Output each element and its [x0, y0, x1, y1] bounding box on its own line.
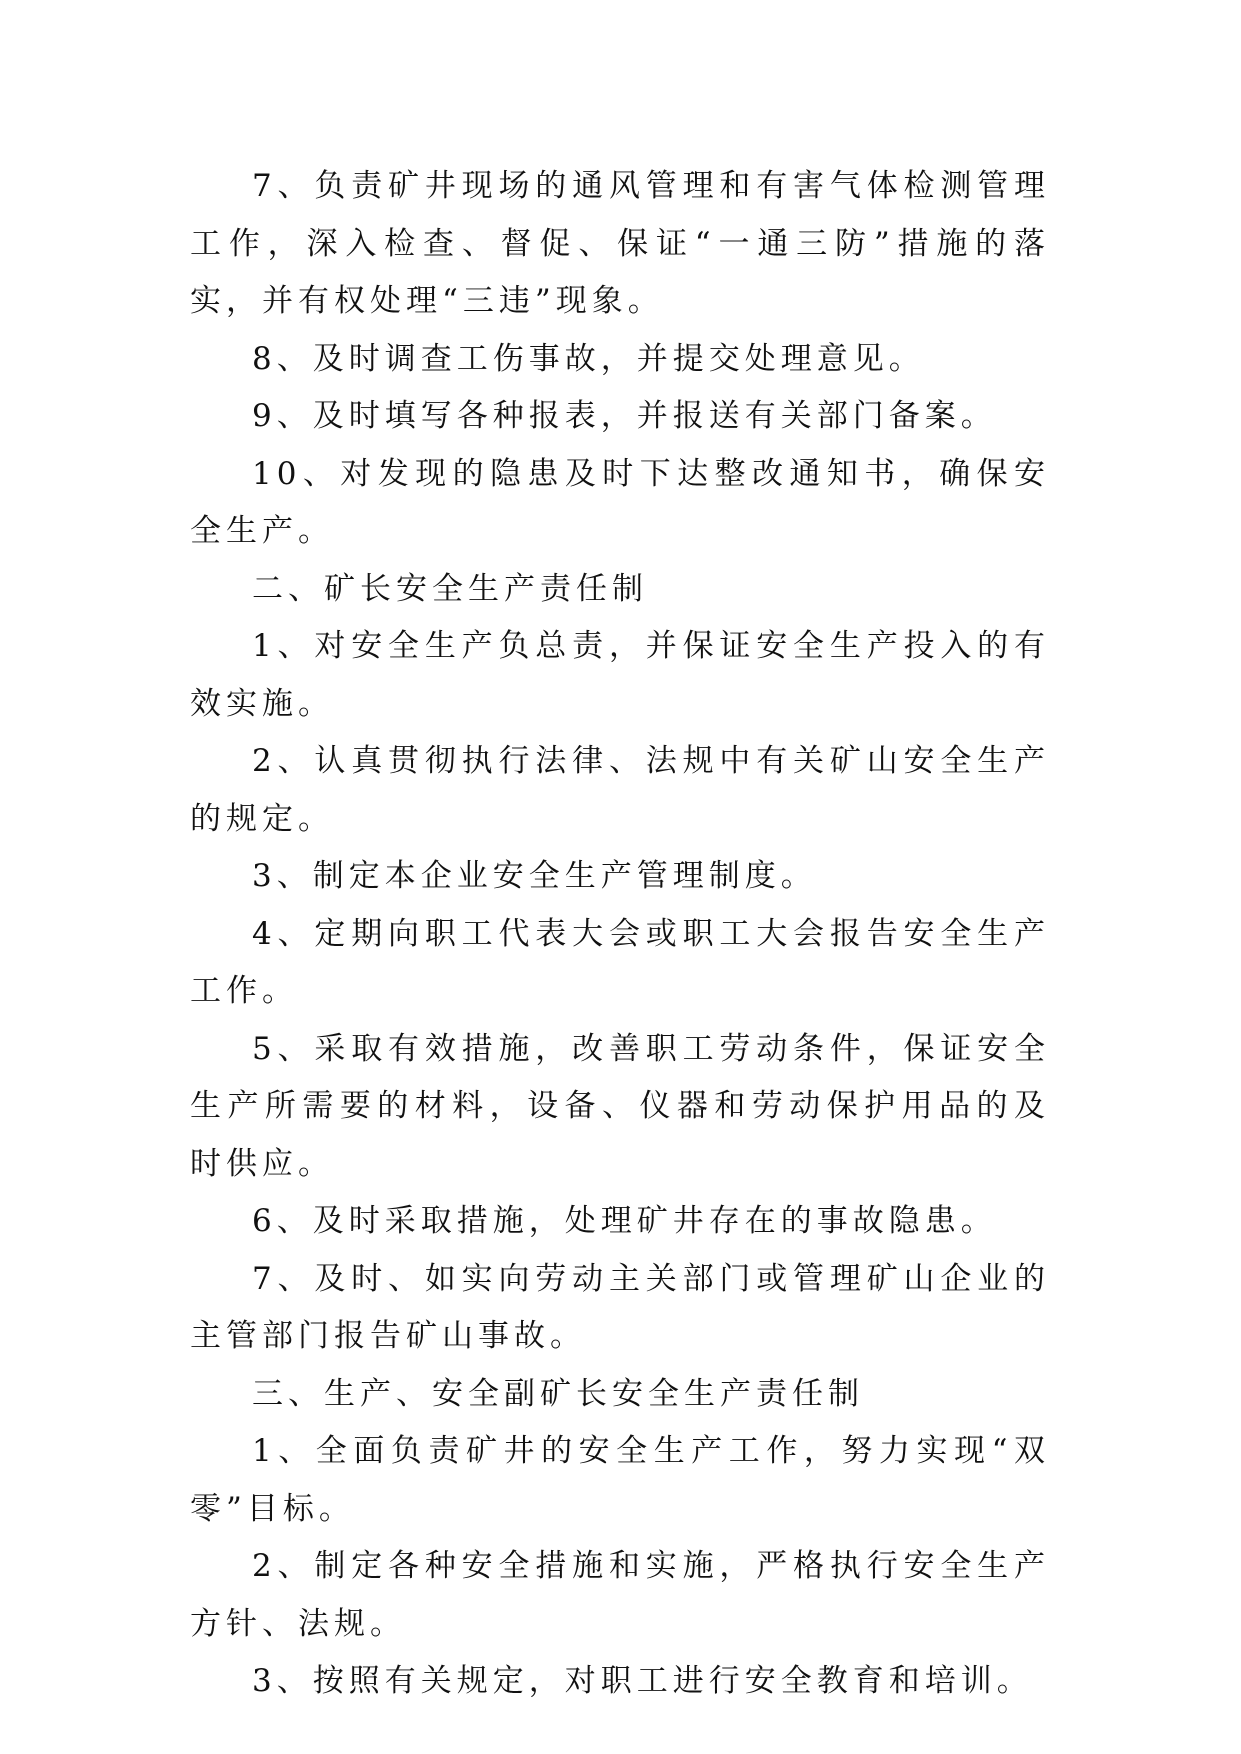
paragraph-director-item-2: 2、认真贯彻执行法律、法规中有关矿山安全生产的规定。: [190, 743, 1050, 837]
paragraph-item-9-reports: 9、及时填写各种报表，并报送有关部门备案。: [252, 398, 997, 434]
paragraph-item-7-ventilation: 7、负责矿井现场的通风管理和有害气体检测管理工作，深入检查、督促、保证“一通三防”措施的落实，并有权处理“三违”现象。: [190, 168, 1050, 319]
section-heading-deputy-director: 三、生产、安全副矿长安全生产责任制: [252, 1375, 864, 1412]
paragraph-director-item-7: 7、及时、如实向劳动主关部门或管理矿山企业的主管部门报告矿山事故。: [190, 1260, 1050, 1354]
document-body: [190, 158, 1050, 1711]
paragraph-director-item-4: 4、定期向职工代表大会或职工大会报告安全生产工作。: [190, 915, 1050, 1009]
paragraph-director-item-3: 3、制定本企业安全生产管理制度。: [252, 858, 817, 894]
paragraph-item-10-rectification: 10、对发现的隐患及时下达整改通知书，确保安全生产。: [190, 455, 1050, 549]
paragraph-deputy-item-1: 1、全面负责矿井的安全生产工作，努力实现“双零”目标。: [190, 1433, 1050, 1527]
paragraph-director-item-6: 6、及时采取措施，处理矿井存在的事故隐患。: [252, 1203, 997, 1239]
paragraph-director-item-1: 1、对安全生产负总责，并保证安全生产投入的有效实施。: [190, 628, 1050, 722]
paragraph-item-8-injury-investigation: 8、及时调查工伤事故，并提交处理意见。: [252, 340, 925, 377]
paragraph-deputy-item-3: 3、按照有关规定，对职工进行安全教育和培训。: [252, 1663, 1033, 1699]
paragraph-deputy-item-2: 2、制定各种安全措施和实施，严格执行安全生产方针、法规。: [190, 1548, 1050, 1642]
paragraph-director-item-5: 5、采取有效措施，改善职工劳动条件，保证安全生产所需要的材料，设备、仪器和劳动保护用品的及时供应。: [190, 1030, 1050, 1182]
section-heading-mine-director: 二、矿长安全生产责任制: [252, 570, 648, 607]
